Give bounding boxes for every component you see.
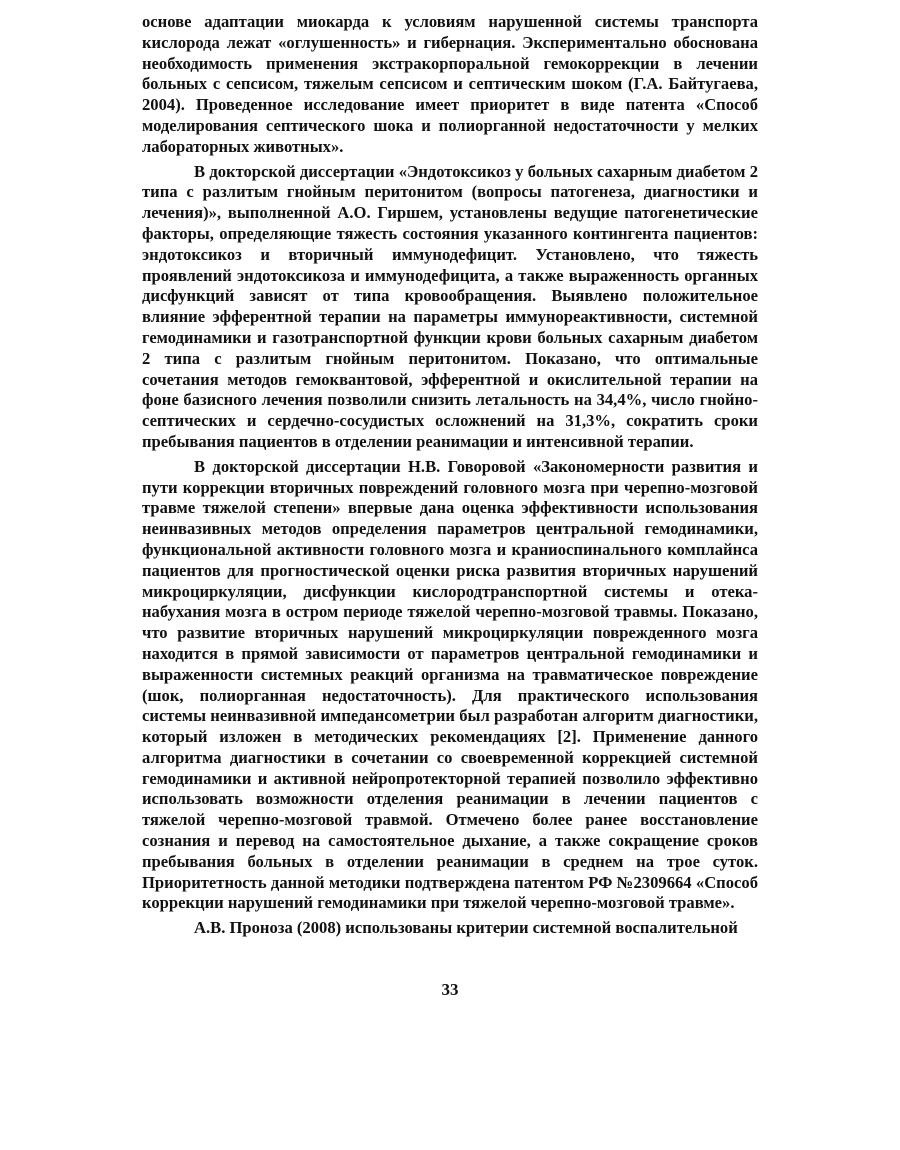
paragraph-continuation: основе адаптации миокарда к условиям нарушенной системы транспорта кислорода лежат «оглушенность» и гибернация. Экспериментально обоснована необходимость применения экстракорпоральной гемокоррекции в лечении больных с сепсисом, тяжелым сепсисом и септическим шоком (Г.А. Байтугаева, 2004). Проведенное исследование имеет приоритет в виде патента «Способ моделирования септического шока и полиорганной недостаточности у мелких лабораторных животных». <box>142 12 758 156</box>
document-page <box>142 12 758 943</box>
paragraph-govorova-dissertation: В докторской диссертации Н.В. Говоровой «Закономерности развития и пути коррекции вторичных повреждений головного мозга при черепно-мозговой травме тяжелой степени» впервые дана оценка эффективности использования неинвазивных методов определения параметров центральной гемодинамики, функциональной активности головного мозга и краниоспинального комплайнса пациентов для прогностической оценки риска развития вторичных нарушений микроциркуляции, дисфункции кислородтранспортной системы и отека-набухания мозга в остром периоде тяжелой черепно-мозговой травмы. Показано, что развитие вторичных нарушений микроциркуляции поврежденного мозга находится в прямой зависимости от параметров центральной гемодинамики и выраженности системных реакций организма на травматическое повреждение (шок, полиорганная недостаточность). Для практического использования системы неинвазивной импедансометрии был разработан алгоритм диагностики, который изложен в методических рекомендациях [2]. Применение данного алгоритма диагностики в сочетании со своевременной коррекцией системной гемодинамики и активной нейропротекторной терапией позволило эффективно использовать возможности отделения реанимации в лечении пациентов с тяжелой черепно-мозговой травмой. Отмечено более ранее восстановление сознания и перевод на самостоятельное дыхание, а также сокращение сроков пребывания больных в отделении реанимации в среднем на трое суток. Приоритетность данной методики подтверждена патентом РФ №2309664 «Способ коррекции нарушений гемодинамики при тяжелой черепно-мозговой травме». <box>142 456 758 913</box>
paragraph-girsh-dissertation: В докторской диссертации «Эндотоксикоз у больных сахарным диабетом 2 типа с разлитым гнойным перитонитом (вопросы патогенеза, диагностики и лечения)», выполненной А.О. Гиршем, установлены ведущие патогенетические факторы, определяющие тяжесть состояния указанного контингента пациентов: эндотоксикоз и вторичный иммунодефицит. Установлено, что тяжесть проявлений эндотоксикоза и иммунодефицита, а также выраженность органных дисфункций зависят от типа кровообращения. Выявлено положительное влияние эфферентной терапии на параметры иммунореактивности, системной гемодинамики и газотранспортной функции крови больных сахарным диабетом 2 типа с разлитым гнойным перитонитом. Показано, что оптимальные сочетания методов гемоквантовой, эфферентной и окислительной терапии на фоне базисного лечения позволили снизить летальность на 34,4%, число гнойно-септических и сердечно-сосудистых осложнений на 31,3%, сократить сроки пребывания пациентов в отделении реанимации и интенсивной терапии. <box>142 161 758 451</box>
paragraph-pronoza: А.В. Проноза (2008) использованы критерии системной воспалительной <box>194 918 738 938</box>
page-number: 33 <box>441 980 459 999</box>
